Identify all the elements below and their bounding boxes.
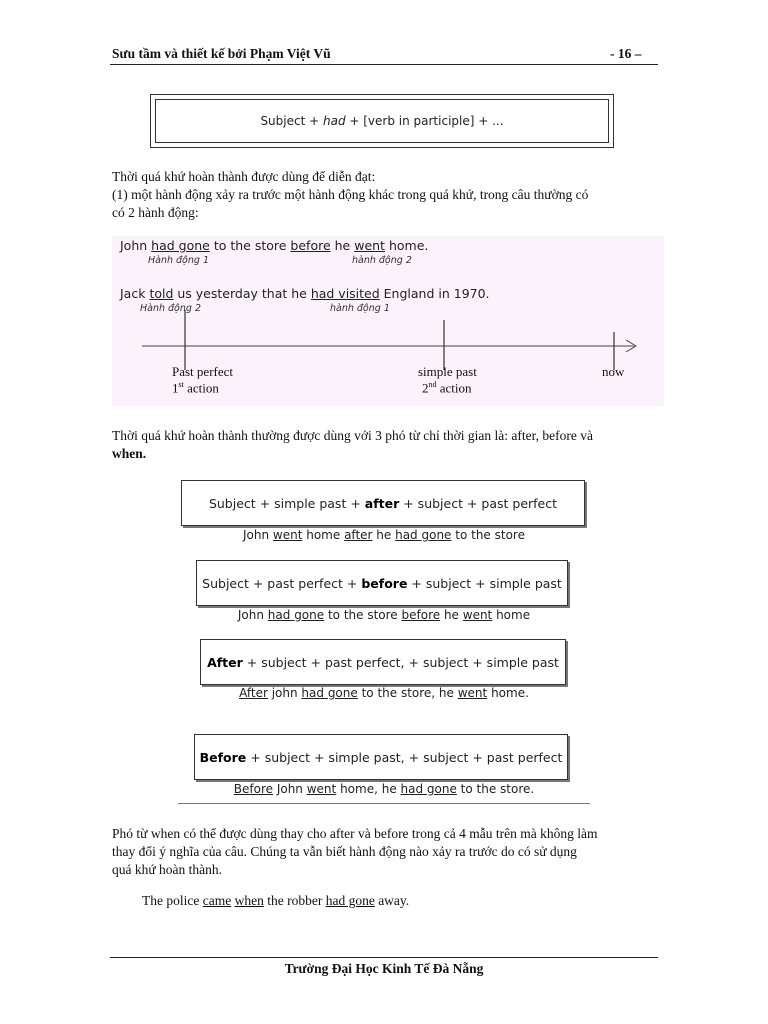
formula-part: Subject + — [260, 114, 323, 128]
when-note-line: quá khứ hoàn thành. — [112, 862, 223, 877]
pattern-example-before-initial: Before John went home, he had gone to the store. — [233, 782, 535, 796]
hint-label: Hành động 2 — [140, 303, 201, 314]
pattern-example-after-initial: After john had gone to the store, he went home. — [239, 686, 529, 700]
pattern-example-before: John had gone to the store before he went home — [237, 608, 531, 622]
intro-line: (1) một hành động xảy ra trước một hành động khác trong quá khứ, trong câu thường có — [112, 187, 589, 202]
label-now: now — [602, 364, 625, 379]
hint-label: Hành động 1 — [148, 255, 209, 266]
header-rule — [110, 64, 658, 65]
footer-text: Trường Đại Học Kinh Tế Đà Nẵng — [284, 961, 484, 976]
pattern-box-before-initial: Before + subject + simple past, + subject + past perfect — [194, 734, 568, 780]
example-sentence-1: John had gone to the store before he went home. — [120, 238, 429, 253]
example-sentence-2: Jack told us yesterday that he had visited England in 1970. — [120, 286, 490, 301]
pattern-box-before: Subject + past perfect + before + subject + simple past — [196, 560, 568, 606]
when-note-paragraph — [112, 825, 660, 879]
footer-rule — [110, 957, 658, 958]
formula-box — [150, 94, 614, 148]
formula-part: + [verb in participle] + ... — [345, 114, 504, 128]
header-author: Sưu tầm và thiết kế bởi Phạm Việt Vũ — [112, 46, 331, 61]
hint-label: hành động 1 — [330, 303, 390, 314]
separator-rule — [178, 803, 590, 804]
intro-line: có 2 hành động: — [112, 205, 199, 220]
adverbs-line: Thời quá khứ hoàn thành thường được dùng với 3 phó từ chỉ thời gian là: after, before và — [112, 428, 593, 443]
when-note-line: thay đổi ý nghĩa của câu. Chúng ta vẫn biết hành động nào xảy ra trước do có sử dụng — [112, 844, 577, 859]
label-simple-past: simple past 2nd action — [418, 364, 477, 396]
intro-line: Thời quá khứ hoàn thành được dùng để diễn đạt: — [112, 169, 376, 184]
adverbs-paragraph — [112, 427, 660, 463]
adverbs-line: when. — [112, 446, 147, 461]
pattern-box-after-initial: After + subject + past perfect, + subject + simple past — [200, 639, 566, 685]
timeline-figure — [112, 236, 664, 406]
example-when-sentence: The police came when the robber had gone away. — [142, 893, 410, 908]
formula-text — [155, 99, 609, 143]
formula-had: had — [322, 114, 346, 128]
page-number: - 16 – — [610, 46, 642, 61]
hint-label: hành động 2 — [352, 255, 412, 266]
intro-paragraph — [112, 168, 660, 222]
pattern-example-after: John went home after he had gone to the store — [243, 528, 525, 542]
label-past-perfect: Past perfect 1st action — [172, 364, 234, 396]
when-note-line: Phó từ when có thể được dùng thay cho after và before trong cả 4 mẫu trên mà không làm — [112, 826, 598, 841]
pattern-box-after: Subject + simple past + after + subject + past perfect — [181, 480, 585, 526]
